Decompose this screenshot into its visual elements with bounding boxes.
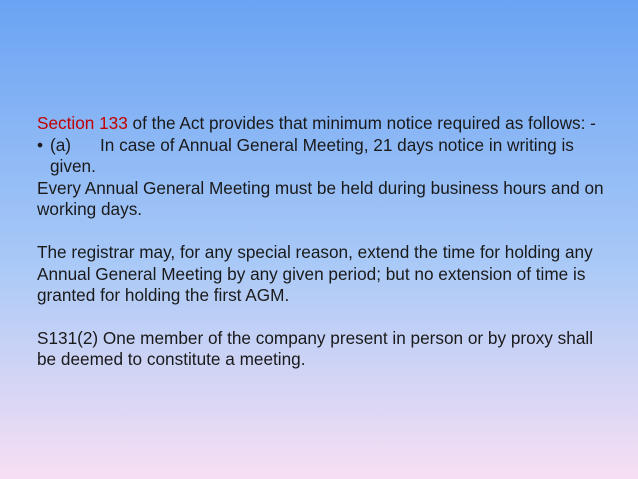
business-hours-paragraph: Every Annual General Meeting must be held during business hours and on working days. bbox=[37, 177, 604, 220]
slide-body bbox=[37, 113, 609, 371]
bullet-icon: • bbox=[37, 134, 44, 155]
section-reference: Section 133 bbox=[37, 113, 128, 133]
spacer bbox=[37, 307, 609, 328]
bullet-text: In case of Annual General Meeting, 21 days notice in writing is given. bbox=[50, 134, 574, 177]
registrar-paragraph: The registrar may, for any special reason, extend the time for holding any Annual General Meeting by any given period; but no extension of time is granted for holding the first AGM. bbox=[37, 241, 593, 306]
intro-paragraph bbox=[37, 113, 609, 135]
spacer bbox=[37, 221, 609, 242]
bullet-item bbox=[37, 135, 609, 178]
intro-text: of the Act provides that minimum notice required as follows: - bbox=[127, 113, 596, 133]
bullet-label: (a) bbox=[50, 134, 72, 155]
quorum-paragraph: S131(2) One member of the company present in person or by proxy shall be deemed to constitute a meeting. bbox=[37, 327, 594, 370]
